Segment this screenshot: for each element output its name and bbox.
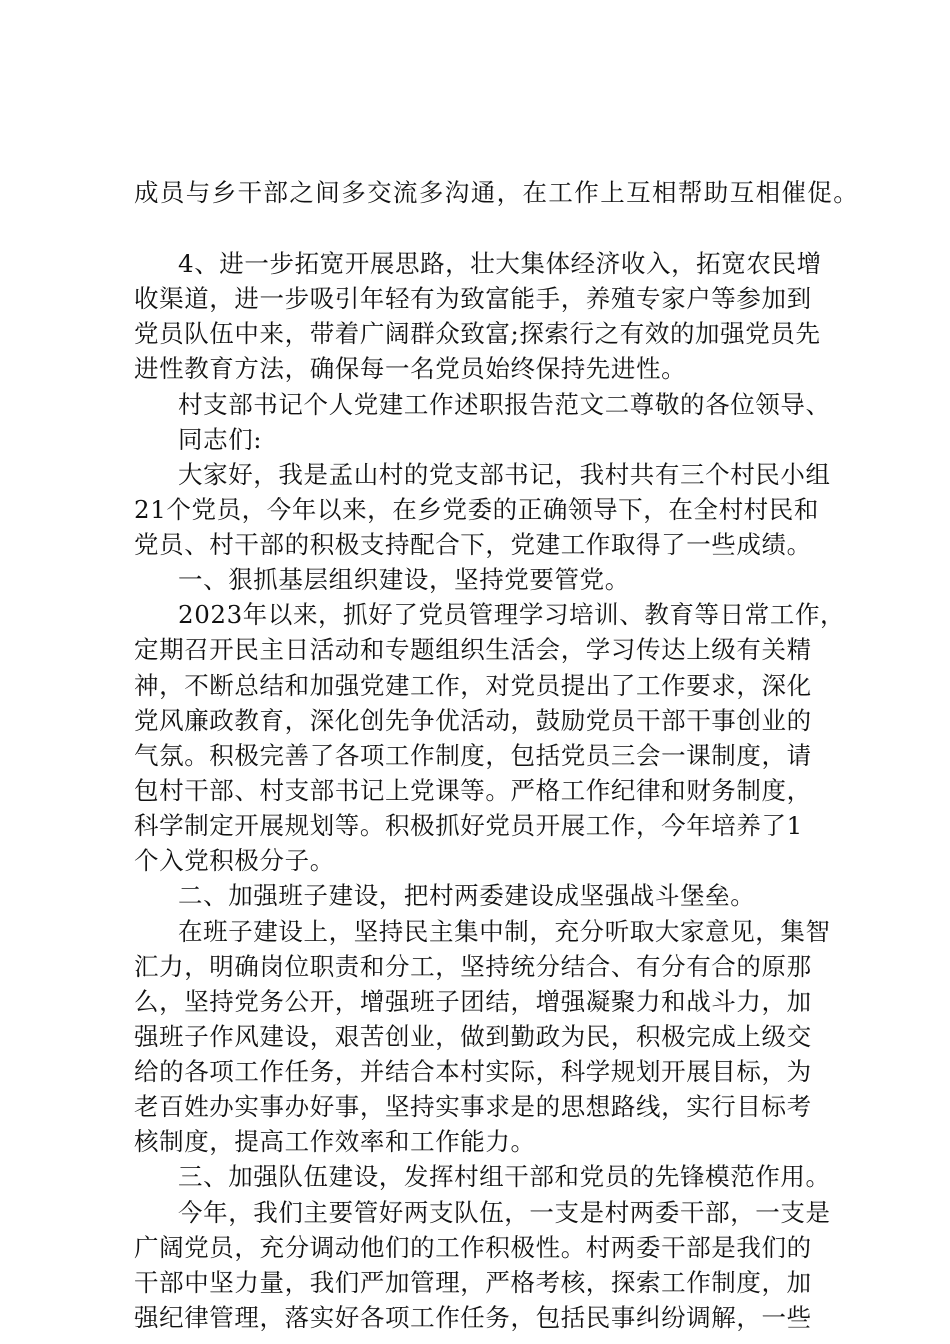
text-line: 包村干部、村支部书记上党课等。严格工作纪律和财务制度， [134,776,812,805]
text-line: 气氛。积极完善了各项工作制度，包括党员三会一课制度，请 [134,741,812,770]
text-line: 2023年以来，抓好了党员管理学习培训、教育等日常工作， [178,600,846,629]
text-line: 今年，我们主要管好两支队伍，一支是村两委干部，一支是 [178,1198,831,1227]
text-line: 神，不断总结和加强党建工作，对党员提出了工作要求，深化 [134,671,812,700]
text-line: 干部中坚力量，我们严加管理，严格考核，探索工作制度，加 [134,1268,812,1297]
text-line: 老百姓办实事办好事，坚持实事求是的思想路线，实行目标考 [134,1092,812,1121]
text-line: 汇力，明确岗位职责和分工，坚持统分结合、有分有合的原那 [134,952,812,981]
text-line: 么，坚持党务公开，增强班子团结，增强凝聚力和战斗力，加 [134,987,812,1016]
text-line: 进性教育方法，确保每一名党员始终保持先进性。 [134,354,687,383]
text-line: 4、进一步拓宽开展思路，壮大集体经济收入，拓宽农民增 [178,249,822,278]
text-line: 在班子建设上，坚持民主集中制，充分听取大家意见，集智 [178,917,831,946]
text-line: 村支部书记个人党建工作述职报告范文二尊敬的各位领导、 [178,390,831,419]
text-line: 定期召开民主日活动和专题组织生活会，学习传达上级有关精 [134,635,812,664]
text-line: 个入党积极分子。 [134,846,335,875]
text-line: 成员与乡干部之间多交流多沟通，在工作上互相帮助互相催促。 [134,178,860,207]
section-heading: 一、狠抓基层组织建设，坚持党要管党。 [178,565,630,594]
section-heading: 二、加强班子建设，把村两委建设成坚强战斗堡垒。 [178,881,756,910]
text-line: 21个党员，今年以来，在乡党委的正确领导下，在全村村民和 [134,495,819,524]
text-line: 党风廉政教育，深化创先争优活动，鼓励党员干部干事创业的 [134,706,812,735]
text-line: 科学制定开展规划等。积极抓好党员开展工作，今年培养了1 [134,811,803,840]
text-line: 党员队伍中来，带着广阔群众致富;探索行之有效的加强党员先 [134,319,821,348]
text-line: 党员、村干部的积极支持配合下，党建工作取得了一些成绩。 [134,530,812,559]
text-line: 核制度，提高工作效率和工作能力。 [134,1127,536,1156]
text-line: 给的各项工作任务，并结合本村实际，科学规划开展目标，为 [134,1057,812,1086]
text-line: 同志们: [178,425,263,454]
text-line: 大家好，我是孟山村的党支部书记，我村共有三个村民小组 [178,460,831,489]
text-line: 强纪律管理，落实好各项工作任务，包括民事纠纷调解，一些 [134,1303,812,1332]
text-line: 强班子作风建设，艰苦创业，做到勤政为民，积极完成上级交 [134,1022,812,1051]
section-heading: 三、加强队伍建设，发挥村组干部和党员的先锋模范作用。 [178,1162,831,1191]
text-line: 收渠道，进一步吸引年轻有为致富能手，养殖专家户等参加到 [134,284,812,313]
text-line: 广阔党员，充分调动他们的工作积极性。村两委干部是我们的 [134,1233,812,1262]
